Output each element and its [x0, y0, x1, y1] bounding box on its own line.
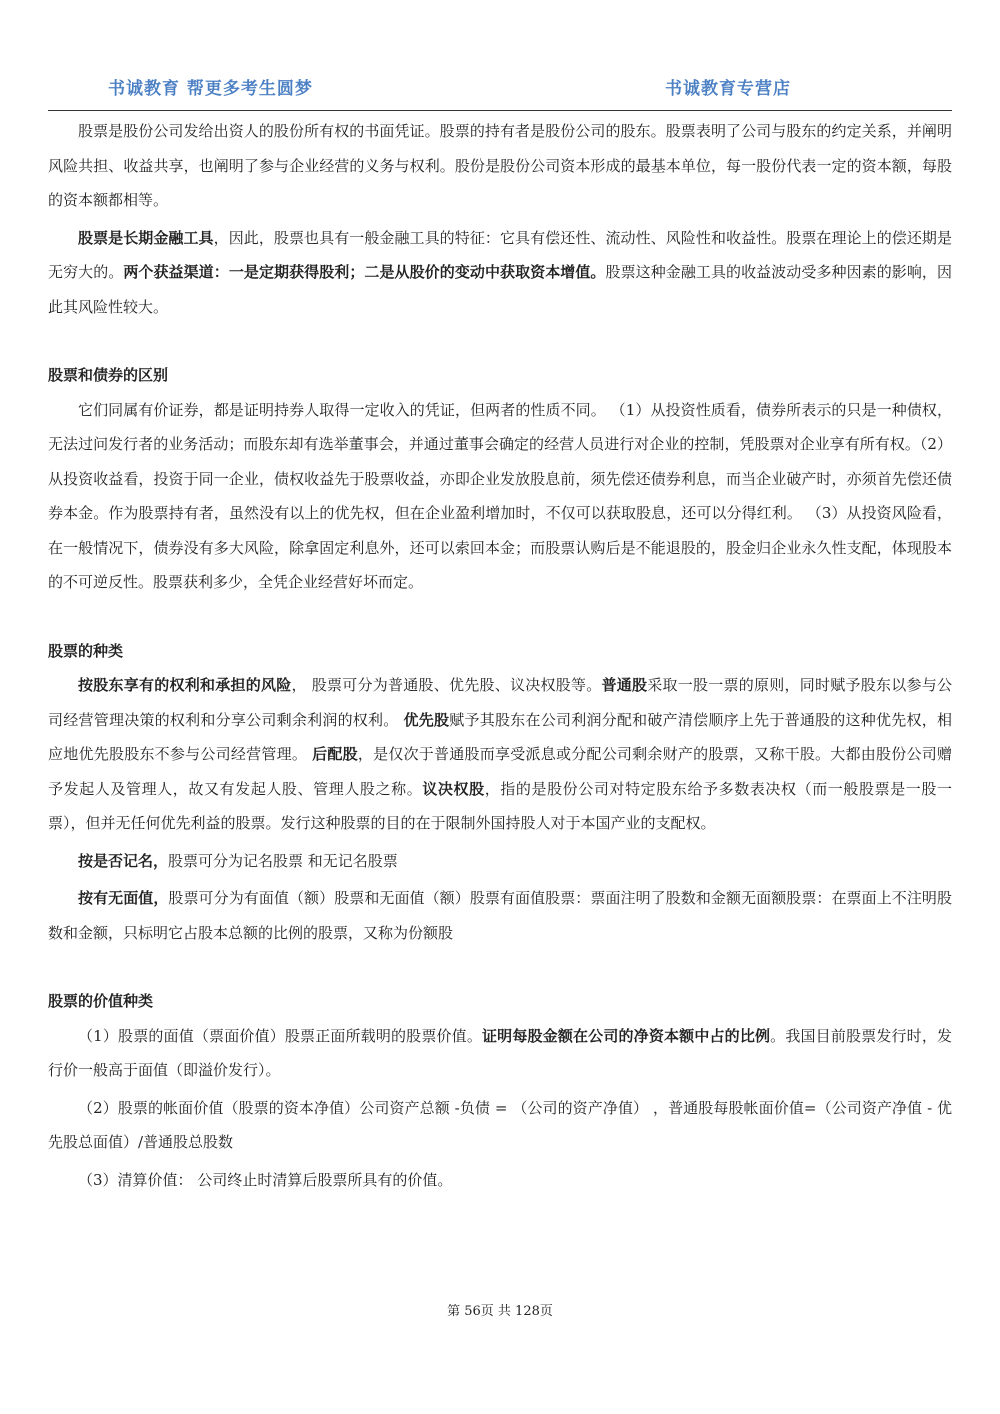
bold-proves-share-ratio: 证明每股金额在公司的净资本额中占的比例	[482, 1026, 771, 1045]
bold-preferred-stock: 优先股	[403, 710, 450, 729]
diff-paragraph: 它们同属有价证券，都是证明持券人取得一定收入的凭证，但两者的性质不同。 （1）从投资性质看，债券所表示的只是一种债权，无法过问发行者的业务活动；而股东却有选举董事会，并通过董事会确定的经营人员进行对企业的控制，凭股票对企业享有所有权。（2）从投资收益看，投资于同一企业，债权收益先于股票收益，亦即企业发放股息前，须先偿还债券利息，而当企业破产时，亦须首先偿还债券本金。作为股票持有者，虽然没有以上的优先权，但在企业盈利增加时，不仅可以获取股息，还可以分得红利。 （3）从投资风险看，在一般情况下，债券没有多大风险，除拿固定利息外，还可以索回本金；而股票认购后是不能退股的，股金归企业永久性支配，体现股本的不可逆反性。股票获利多少，全凭企业经营好坏而定。	[48, 400, 952, 591]
types-text-registration: 股票可分为记名股票 和无记名股票	[168, 851, 398, 870]
header-divider	[48, 110, 952, 111]
header-slogan: 书诚教育 帮更多考生圆梦	[108, 79, 313, 99]
types-text-par-value: 股票可分为有面值（额）股票和无面值（额）股票有面值股票：票面注明了股数和金额无面额股票：在票面上不注明股数和金额，只标明它占股本总额的比例的股票，又称为份额股	[48, 889, 952, 942]
bold-by-par-value: 按有无面值，	[78, 889, 169, 907]
types-text-4: ，是仅次于普通股而享受派息或分配公司剩余财产的股票，又称干股。大都由股份公司赠予发起人及管理人，故又有发起人股、管理人股之称。	[48, 745, 952, 798]
document-body	[48, 114, 952, 1197]
types-text-3: 赋予其股东在公司利润分配和破产清偿顺序上先于普通股的这种优先权，相应地优先股股东不参与公司经营管理。	[48, 710, 952, 763]
value-text-2: 。我国目前股票发行时，发行价一般高于面值（即溢价发行）。	[48, 1026, 952, 1079]
value-paragraph-2: （2）股票的帐面价值（股票的资本净值）公司资产总额 -负债 = （公司的资产净值） ，普通股每股帐面价值=（公司资产净值 - 优先股总面值）/普通股总股数	[48, 1098, 952, 1151]
heading-stock-types: 股票的种类	[48, 641, 124, 660]
bold-deferred-stock: 后配股	[312, 745, 358, 763]
heading-value-types: 股票的价值种类	[48, 992, 154, 1010]
types-paragraph-2	[48, 844, 952, 879]
types-paragraph-1	[48, 668, 952, 841]
types-text-5: ，指的是股份公司对特定股东给予多数表决权（而一般股票是一股一票），但并无任何优先利益的股票。发行这种股票的目的在于限制外国持股人对于本国产业的支配权。	[48, 779, 952, 832]
bold-voting-stock: 议决权股	[422, 779, 485, 798]
page-number: 第 56页 共 128页	[447, 1304, 553, 1319]
header-store-name: 书诚教育专营店	[665, 79, 791, 99]
intro-text-1: ，因此，股票也具有一般金融工具的特征：它具有偿还性、流动性、风险性和收益性。股票在理论上的偿还期是无穷大的。	[48, 228, 952, 281]
page-header	[48, 70, 952, 110]
bold-two-channels: 两个获益渠道：一是定期获得股利；二是从股价的变动中获取资本增值。	[123, 263, 606, 281]
intro-text-2: 股票这种金融工具的收益波动受多种因素的影响，因此其风险性较大。	[48, 263, 952, 316]
bold-common-stock: 普通股	[601, 676, 648, 694]
bold-by-rights: 按股东享有的权利和承担的风险	[78, 676, 292, 694]
bold-by-registration: 按是否记名，	[78, 851, 169, 870]
intro-paragraph-2	[48, 221, 952, 325]
value-paragraph-1	[48, 1019, 952, 1088]
heading-stock-vs-bond: 股票和债券的区别	[48, 366, 169, 384]
types-text-2: 采取一股一票的原则，同时赋予股东以参与公司经营管理决策的权利和分享公司剩余利润的权利。	[48, 676, 952, 729]
value-text-1: （1）股票的面值（票面价值）股票正面所载明的股票价值。	[78, 1026, 483, 1045]
value-paragraph-3: （3）清算价值： 公司终止时清算后股票所具有的价值。	[78, 1170, 453, 1189]
types-paragraph-3	[48, 881, 952, 950]
bold-long-term-instrument: 股票是长期金融工具	[78, 228, 214, 247]
intro-paragraph-1: 股票是股份公司发给出资人的股份所有权的书面凭证。股票的持有者是股份公司的股东。股票表明了公司与股东的约定关系，并阐明风险共担、收益共享，也阐明了参与企业经营的义务与权利。股份是股份公司资本形成的最基本单位，每一股份代表一定的资本额，每股的资本额都相等。	[48, 122, 952, 209]
types-text-1: ， 股票可分为普通股、优先股、议决权股等。	[291, 676, 602, 694]
